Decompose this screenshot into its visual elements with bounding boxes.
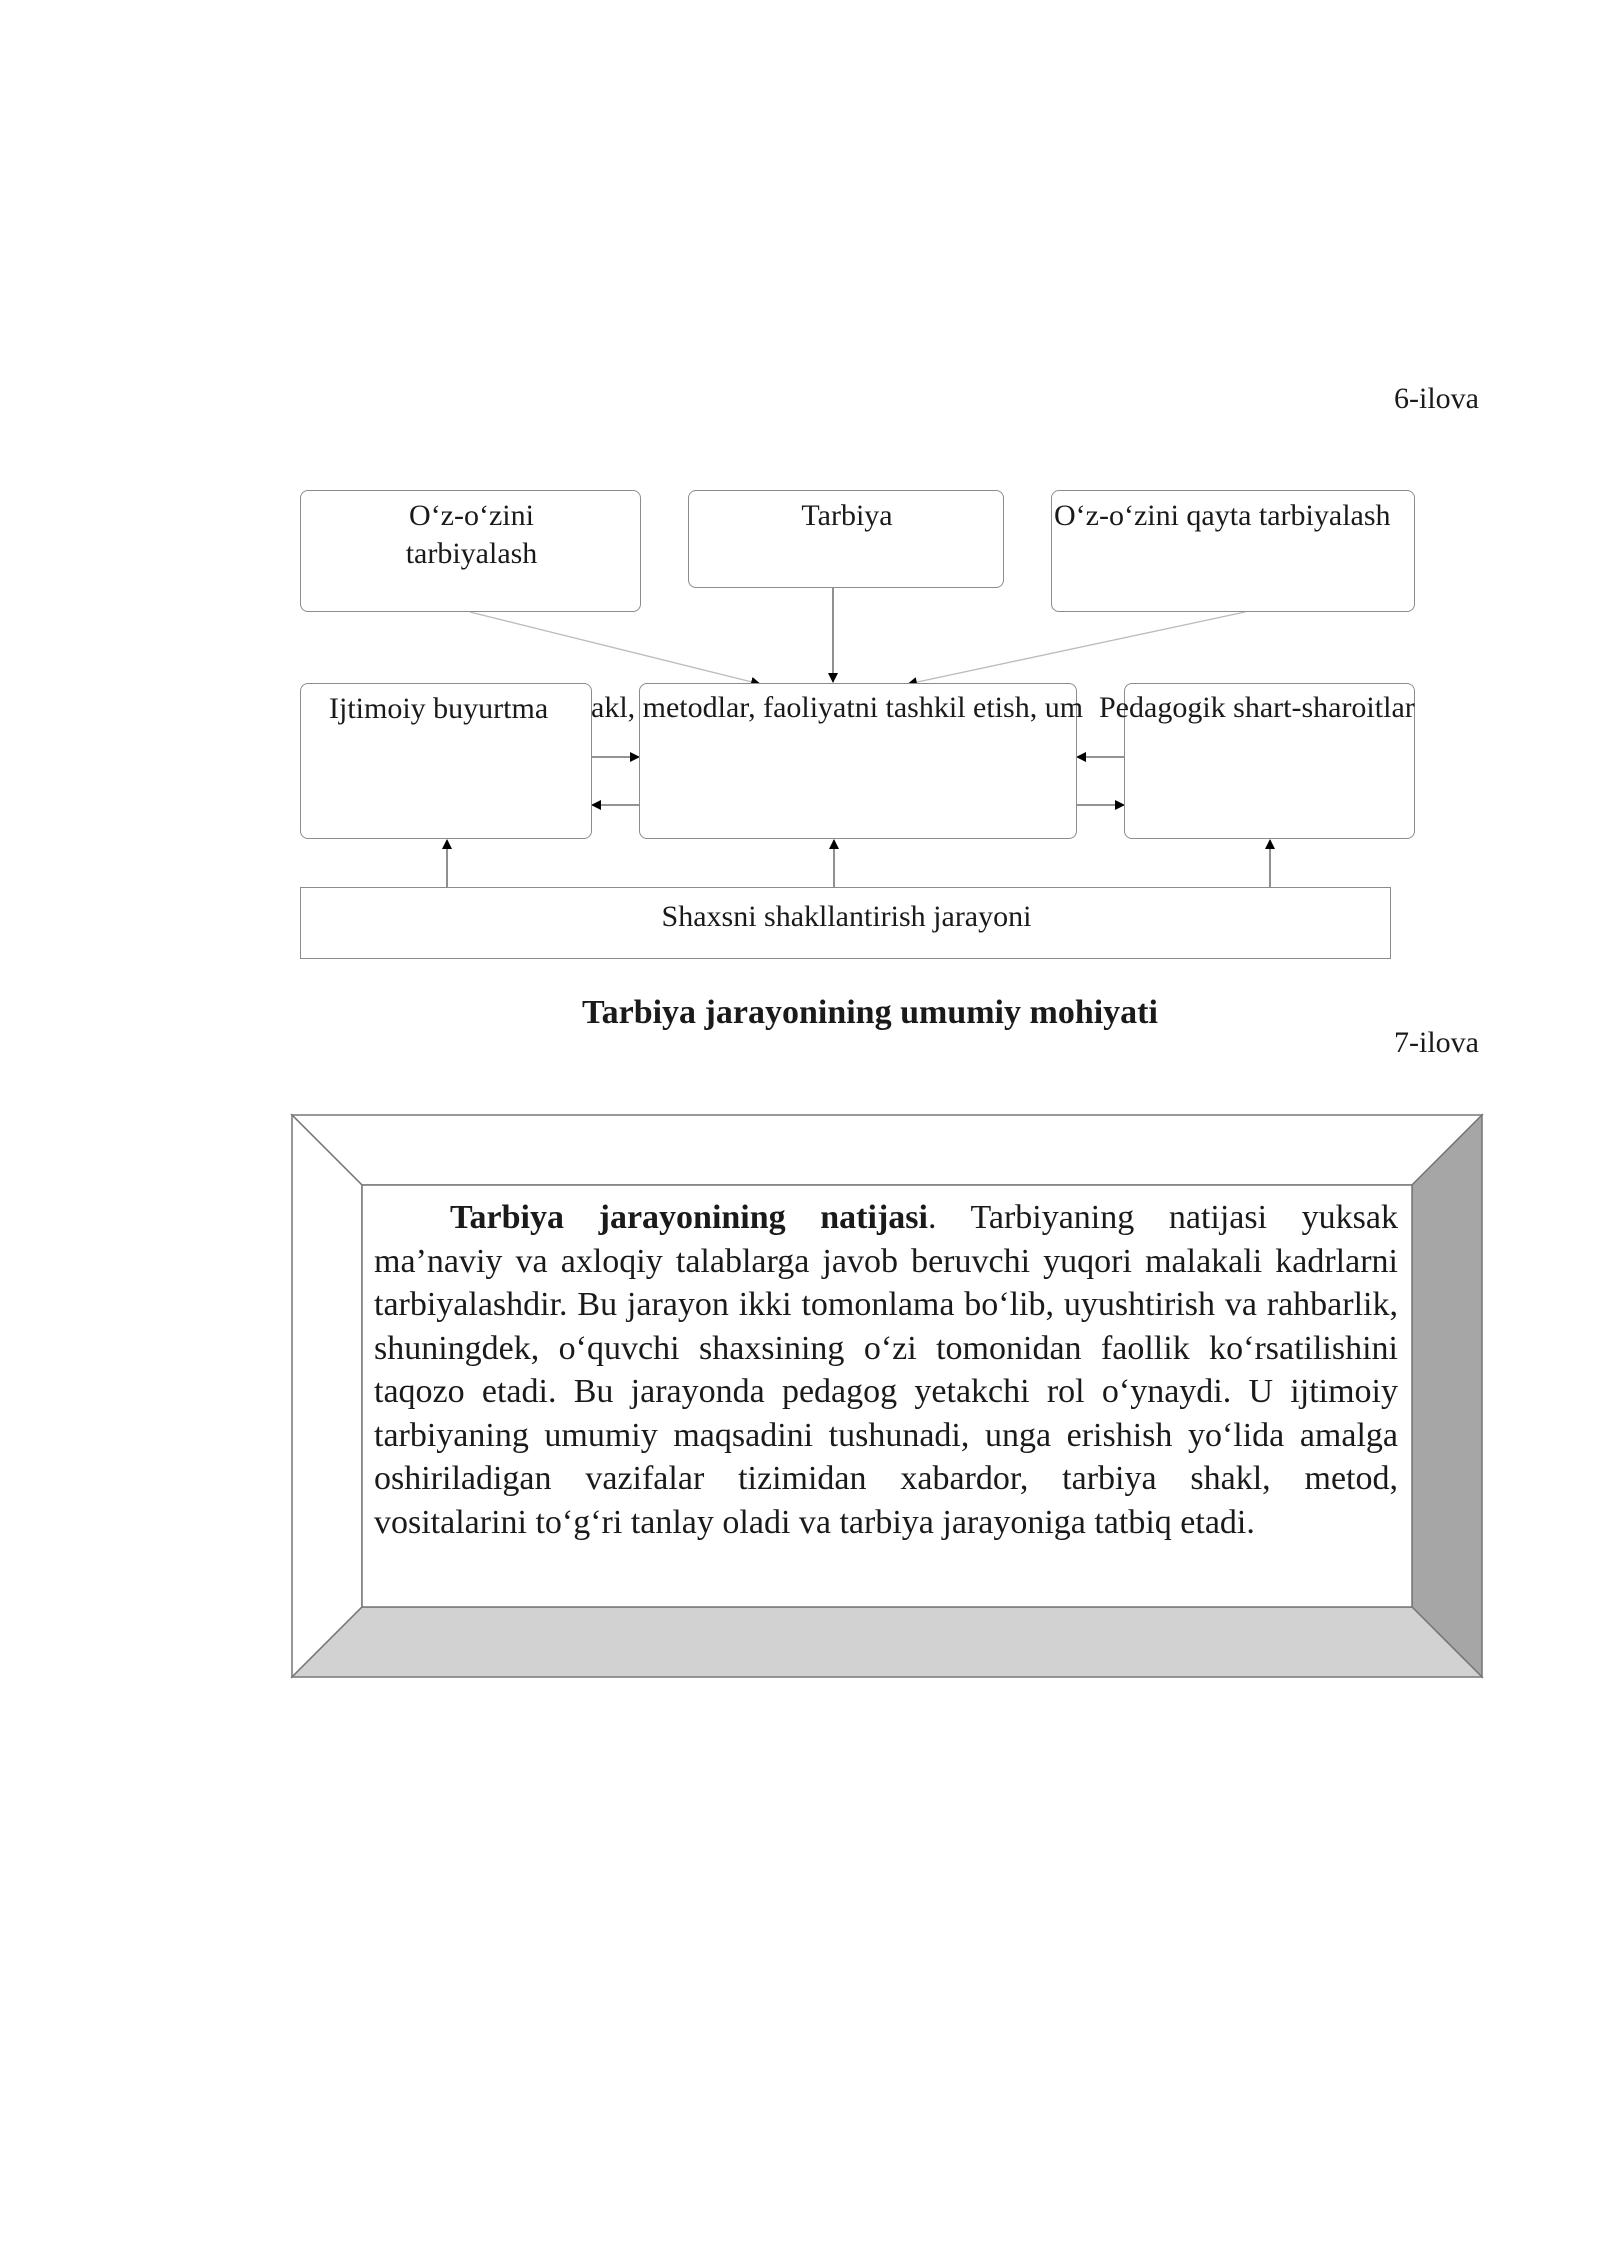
- page-label-6-ilova: 6-ilova: [1394, 382, 1479, 415]
- box-pedagogical-conditions-label: Pedagogik shart-sharoitlar: [1099, 691, 1415, 724]
- diagram-caption: Tarbiya jarayonining umumiy mohiyati: [582, 994, 1158, 1031]
- box-social-order: [300, 683, 592, 839]
- page-label-7-ilova: 7-ilova: [1394, 1026, 1479, 1059]
- box-re-education-label: O‘z-o‘zini qayta tarbiyalash: [1054, 499, 1391, 532]
- box-forms-methods-label: akl, metodlar, faoliyatni tashkil etish, um: [591, 691, 1084, 724]
- arrow-re-education-to-center: [908, 612, 1245, 684]
- frame-paragraph-lead: Tarbiya jarayonining natijasi: [450, 1199, 928, 1236]
- box-personality-formation: [300, 887, 1391, 959]
- box-upbringing: [688, 490, 1004, 588]
- box-social-order-label: Ijtimoiy buyurtma: [329, 692, 549, 725]
- frame-paragraph-body: . Tarbiyaning natijasi yuksak ma’naviy va axloqiy talablarga javob beruvchi yuqori malakali kadrlarni tarbiyalashdir. Bu jarayon ikki tomonlama bo‘lib, uyushtirish va rahbarlik, shuningdek, o‘quvchi shaxsining o‘zi tomonidan faollik ko‘rsatilishini taqozo etadi. Bu jarayonda pedagog yetakchi rol o‘ynaydi. U ijtimoiy tarbiyaning umumiy maqsadini tushunadi, unga erishish yo‘lida amalga oshiriladigan vazifalar tizimidan xabardor, tarbiya shakl, metod, vositalarini to‘g‘ri tanlay oladi va tarbiya jarayoniga tatbiq etadi.: [374, 1199, 1398, 1541]
- box-self-education-label: O‘z-o‘zini tarbiyalash: [405, 499, 538, 570]
- frame-paragraph: [374, 1196, 1398, 1544]
- box-re-education: [1051, 490, 1415, 612]
- box-self-education: [300, 490, 641, 612]
- box-upbringing-label: Tarbiya: [801, 499, 893, 532]
- box-personality-formation-label: Shaxsni shakllantirish jarayoni: [661, 900, 1032, 933]
- arrow-self-education-to-center: [470, 612, 760, 684]
